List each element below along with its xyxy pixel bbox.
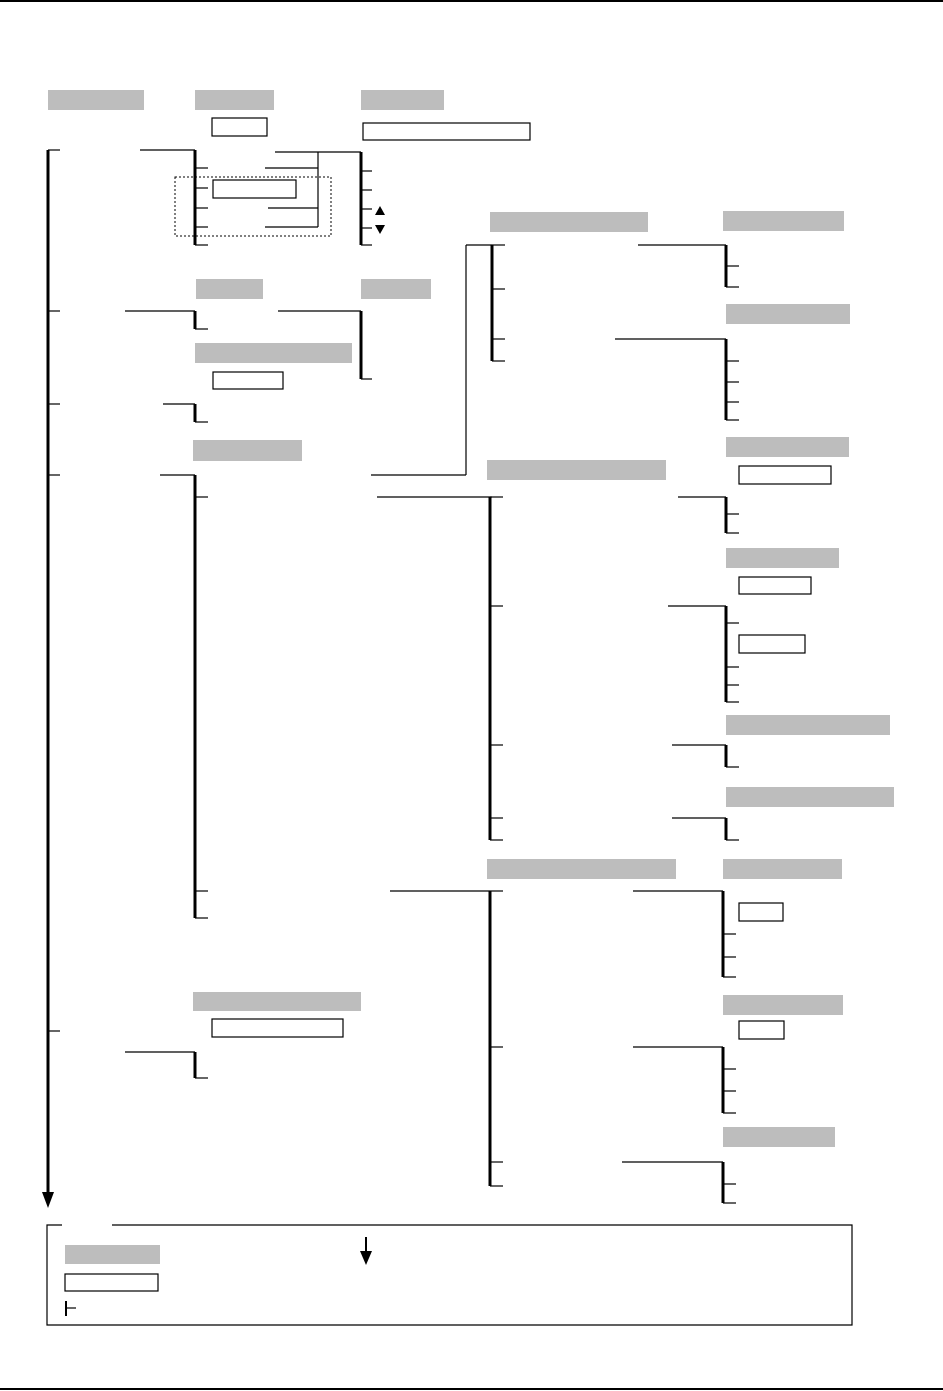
header-group-a xyxy=(490,212,648,232)
header-group-b xyxy=(487,460,666,480)
group-c2-value-box xyxy=(739,1021,784,1039)
group-c1-value-box xyxy=(739,903,783,921)
header-branch-5 xyxy=(193,992,361,1011)
branch-5-value-box xyxy=(212,1019,343,1037)
header-group-b3 xyxy=(726,715,890,735)
group-b1-value-box xyxy=(739,466,831,484)
header-main xyxy=(48,90,144,110)
group-b2-value-box-b xyxy=(739,635,805,653)
header-group-a2 xyxy=(726,304,850,324)
header-branch-2 xyxy=(196,279,263,299)
legend-header-swatch xyxy=(65,1245,160,1264)
value-box-wide xyxy=(363,123,530,140)
header-level1 xyxy=(195,90,274,110)
down-arrow-icon xyxy=(360,1251,372,1265)
header-branch-2-sub xyxy=(195,343,352,363)
group-b2-value-box-a xyxy=(739,577,811,594)
header-group-c xyxy=(487,859,676,879)
header-branch-4 xyxy=(193,440,302,461)
header-level2 xyxy=(361,90,444,110)
down-triangle-icon xyxy=(375,225,385,234)
subtree-1-value-box xyxy=(213,180,296,198)
header-group-b2 xyxy=(726,548,839,568)
legend-frame xyxy=(47,1225,852,1325)
header-group-b1 xyxy=(726,437,849,457)
header-group-b4 xyxy=(726,787,894,807)
header-group-c3 xyxy=(723,1127,835,1147)
header-group-c2 xyxy=(723,995,843,1015)
value-box-small xyxy=(212,118,267,136)
header-group-a-right xyxy=(723,211,844,231)
down-arrow-icon xyxy=(42,1192,54,1208)
header-branch-2-right xyxy=(361,279,431,299)
up-triangle-icon xyxy=(375,206,385,215)
branch-2-value-box xyxy=(213,372,283,389)
header-group-c1 xyxy=(723,859,842,879)
legend-value-box-swatch xyxy=(65,1274,158,1291)
